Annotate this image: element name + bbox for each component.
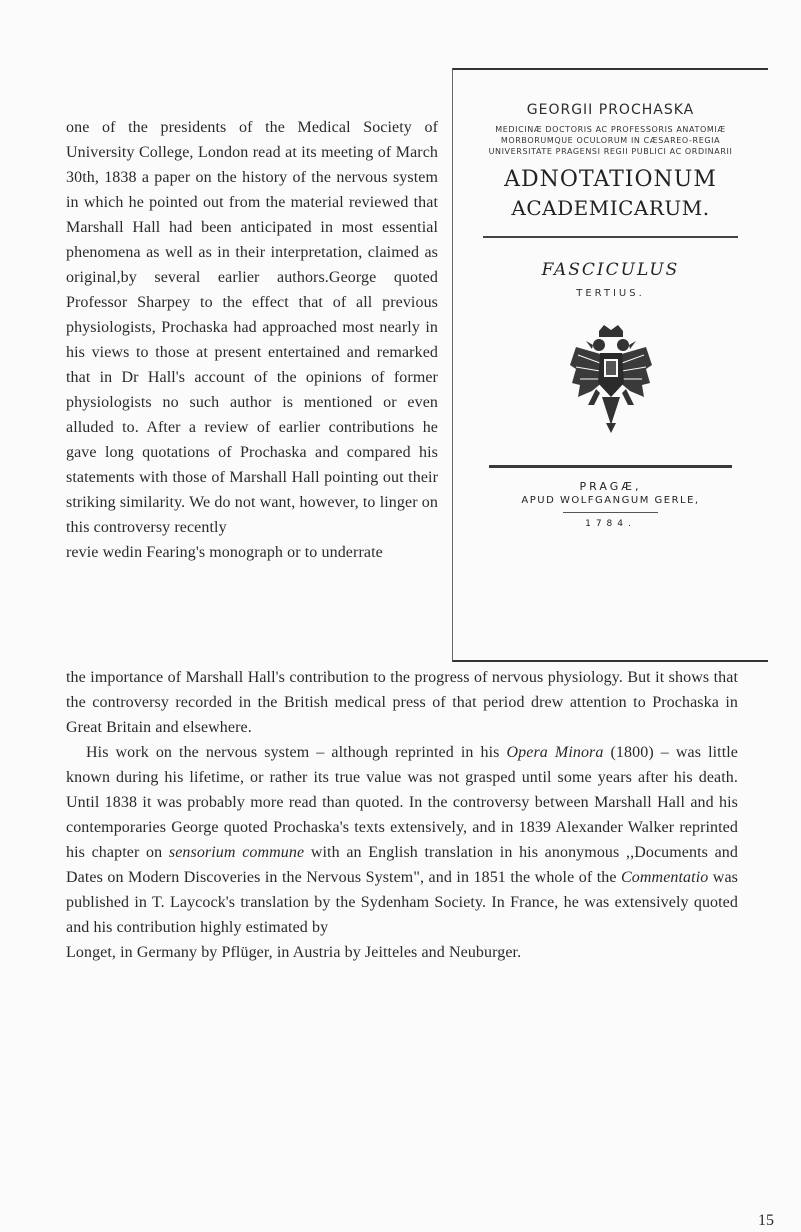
para2-part-b: (1800) – was little known during his lifetime, or rather its true value was not grasped until some years after his death. Until 1838 it was probably more read than quoted. In the controversy between Marshall Hall and his contemporaries George quoted Prochaska's texts extensively, and in 1839 Alexander Walker reprinted his chapter on — [66, 744, 738, 861]
double-headed-eagle-icon — [566, 325, 656, 435]
inset-author: GEORGII PROCHASKA — [526, 102, 695, 118]
opera-minora-title: Opera Minora — [506, 744, 604, 761]
column-paragraph — [66, 115, 438, 565]
page-number: 15 — [758, 1212, 774, 1229]
sensorium-commune-title: sensorium commune — [168, 844, 305, 861]
paragraph-2 — [66, 740, 738, 940]
full-width-text — [66, 665, 738, 965]
paragraph-1-rest: the importance of Marshall Hall's contribution to the progress of nervous physiology. But it shows that the controversy recorded in the British medical press of that period drew attention to Prochaska in Great Britain and elsewhere. — [66, 669, 738, 736]
para2-part-a: His work on the nervous system – although reprinted in his — [86, 744, 507, 761]
para2-part-c: with an English translation in his anonymous ,,Documents and Dates on Modern Discoveries in the Nervous System", and in 1851 the whole of the — [66, 844, 739, 886]
inset-title-line1: ADNOTATIONUM — [504, 167, 717, 192]
column-text: one of the presidents of the Medical Society of University College, London read at its meeting of March 30th, 1838 a paper on the history of the nervous system in which he pointed out from the material reviewed that Marshall Hall had been anticipated in most essential phenomena as well as in their interpretation, claimed as original,by several earlier authors.George quoted Professor Sharpey to the effect that of all previous physiologists, Prochaska had approached most nearly in his views to those at present entertained and remarked that in Dr Hall's account of the opinions of former physiologists no such author is mentioned or even alluded to. After a review of earlier contributions he gave long quotations of Prochaska and compared his statements with those of Marshall Hall pointing out their striking similarity. We do not want, however, to linger on this controversy recently — [66, 119, 438, 536]
inset-place: PRAGÆ, — [579, 480, 642, 493]
inset-rule-lower — [489, 465, 732, 468]
inset-title-line2: ACADEMICARUM. — [511, 196, 710, 220]
commentatio-title: Commentatio — [621, 869, 709, 886]
inset-tertius: TERTIUS. — [576, 288, 645, 299]
inset-fasciculus: FASCICULUS — [541, 260, 680, 280]
inset-rule — [483, 236, 738, 238]
paragraph-2-last-line: Longet, in Germany by Pflüger, in Austria by Jeitteles and Neuburger. — [66, 944, 522, 961]
para2-part-d: was published in T. Laycock's translation by the Sydenham Society. In France, he was extensively quoted and his contribution highly estimated by — [66, 869, 738, 936]
column-last-line: revie wedin Fearing's monograph or to underrate — [66, 544, 383, 561]
title-page-inset — [452, 68, 768, 662]
inset-printer: APUD WOLFGANGUM GERLE, — [521, 495, 700, 506]
inset-rule-short — [563, 512, 658, 513]
inset-credentials: MEDICINÆ DOCTORIS AC PROFESSORIS ANATOMIÆ MORBORUMQUE OCULORUM IN CÆSAREO-REGIA UNIVERSITATE PRAGENSI REGII PUBLICI AC ORDINARII — [488, 125, 733, 156]
inset-year: 1784. — [585, 519, 636, 529]
